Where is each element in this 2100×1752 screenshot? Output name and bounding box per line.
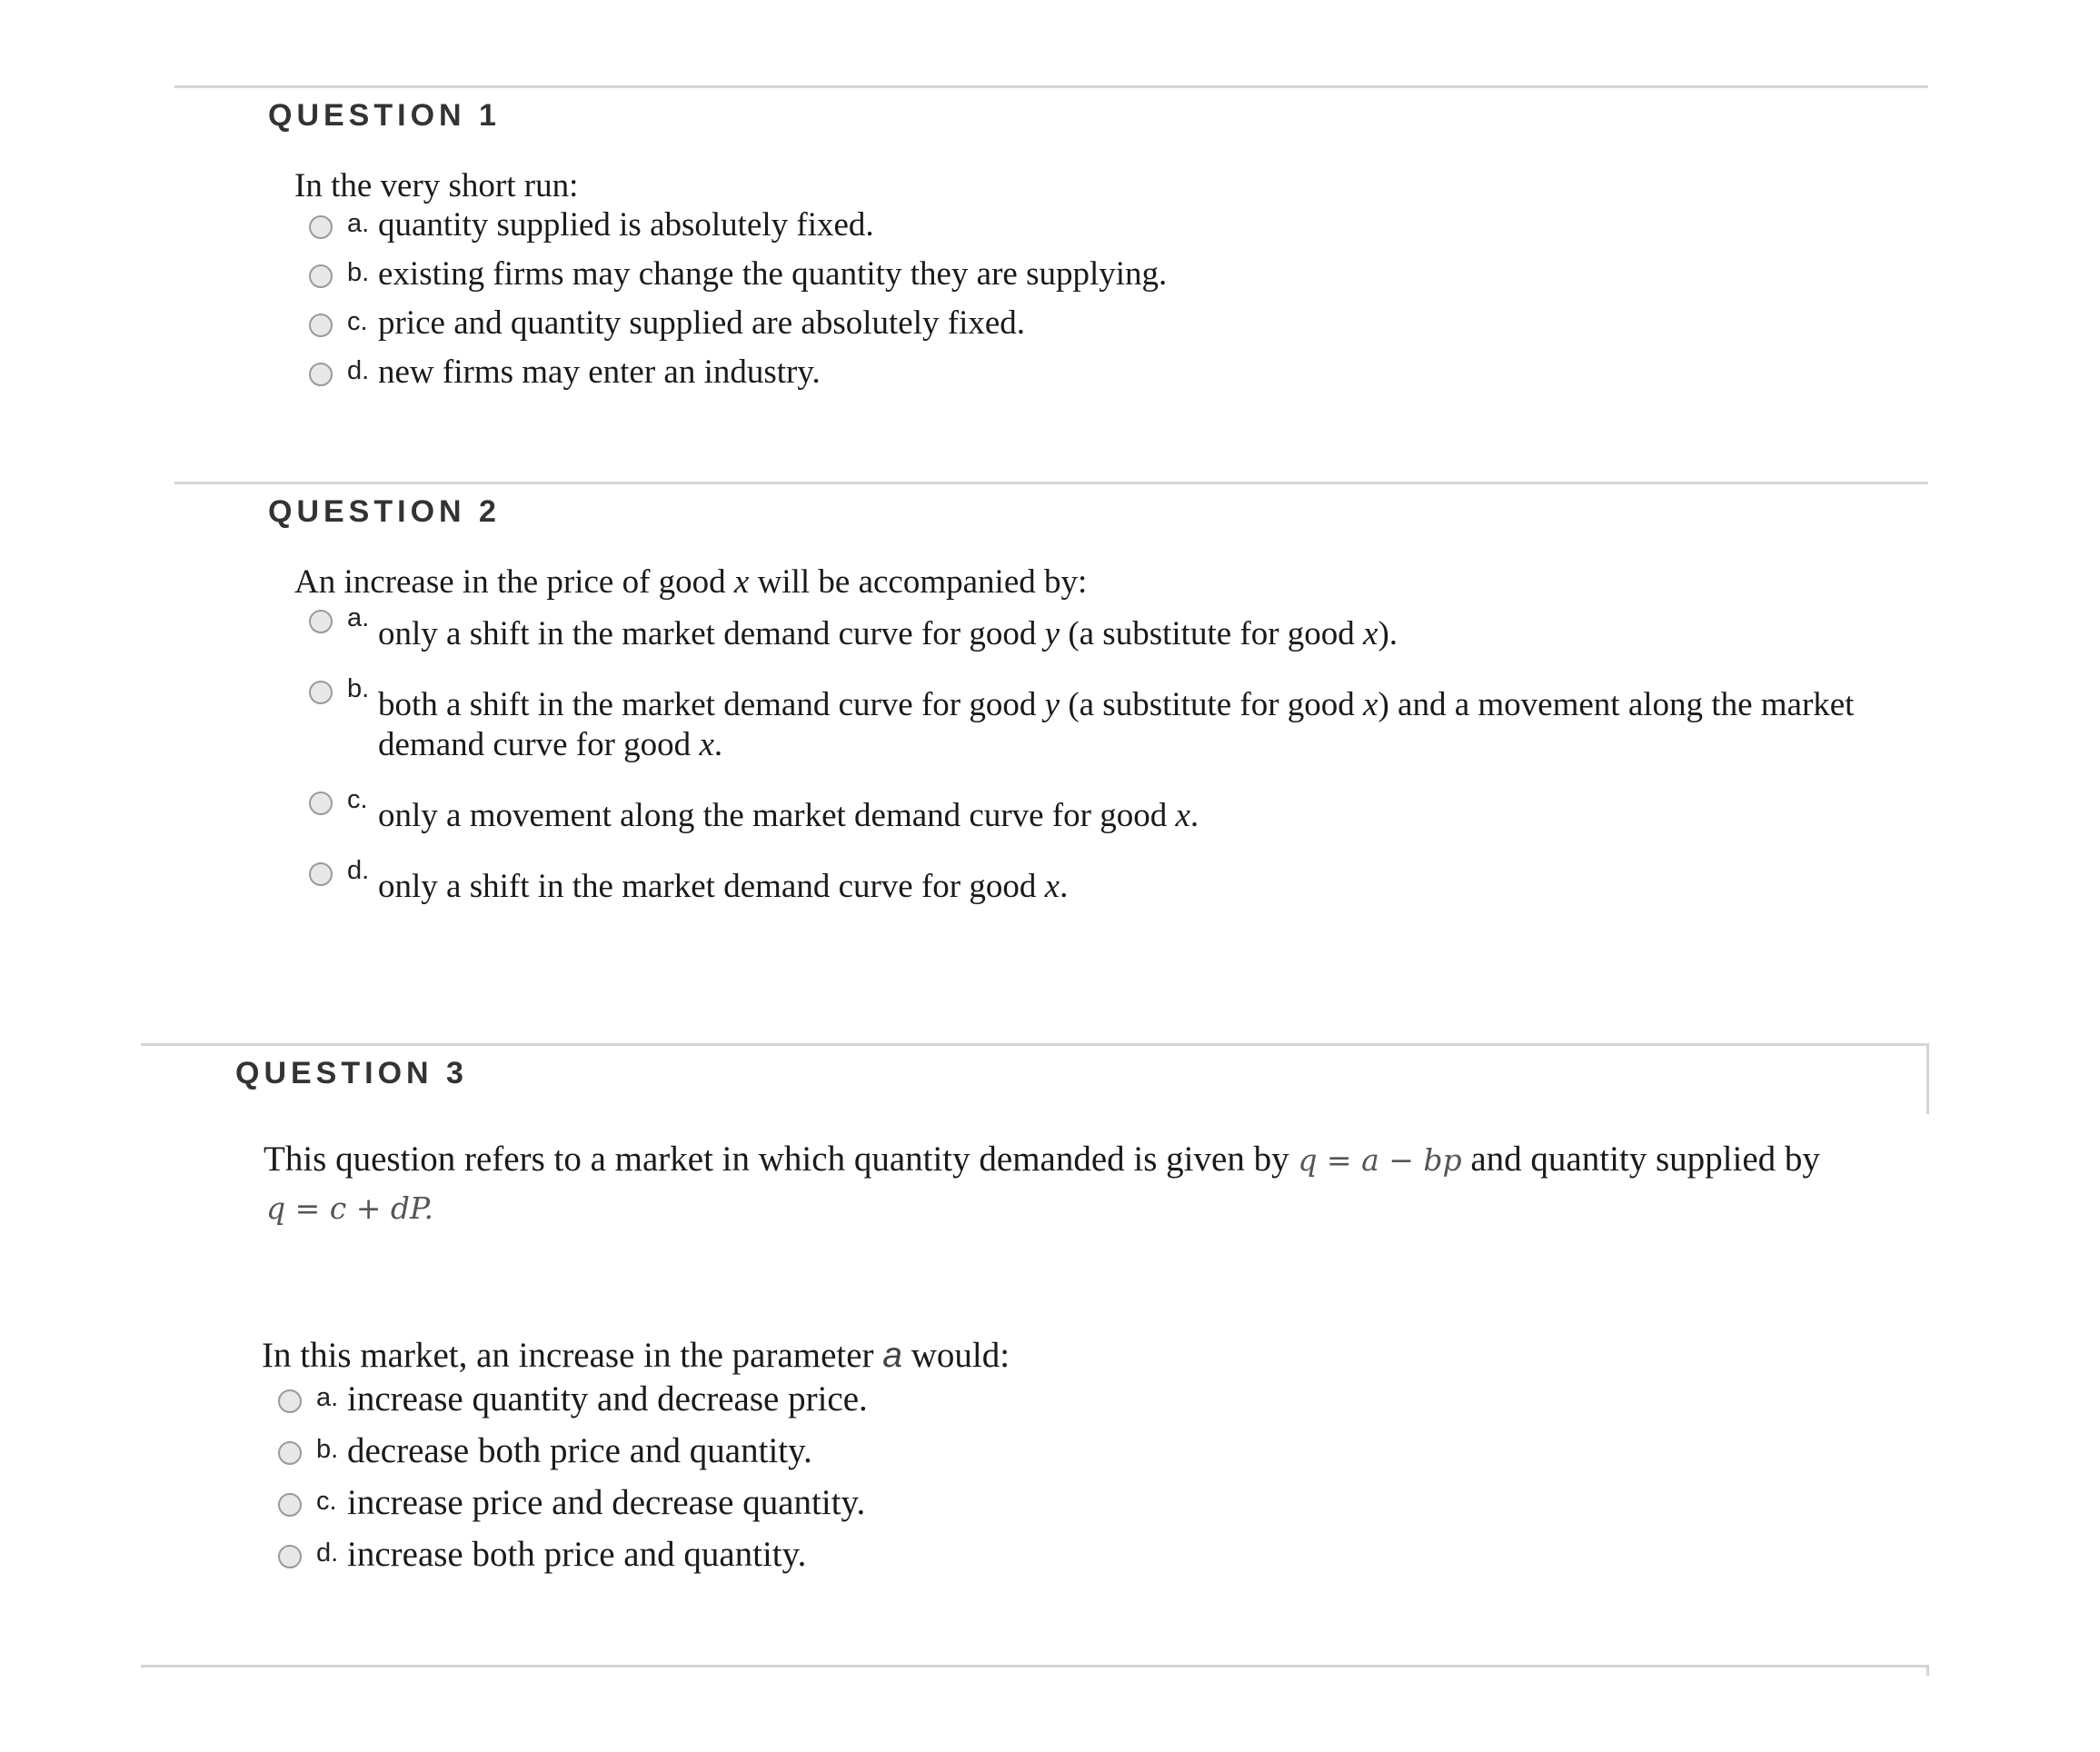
option-text: increase quantity and decrease price. <box>347 1379 868 1419</box>
separator <box>174 85 1928 88</box>
answer-option-d[interactable] <box>309 856 1854 905</box>
radio-button[interactable] <box>278 1389 302 1413</box>
answer-option-b[interactable] <box>278 1431 1187 1471</box>
radio-button[interactable] <box>309 862 333 886</box>
separator <box>1926 1043 1929 1114</box>
question-intro <box>264 1140 1820 1180</box>
option-letter: c. <box>347 785 368 814</box>
separator <box>1926 1665 1929 1676</box>
answer-option-a[interactable] <box>278 1379 1187 1419</box>
option-text: only a shift in the market demand curve for good y (a substitute for good x). <box>378 615 1398 652</box>
radio-button[interactable] <box>309 610 333 633</box>
intro-text: and quantity supplied by <box>1470 1140 1820 1179</box>
prompt-text: will be accompanied by: <box>757 563 1088 601</box>
answer-option-a[interactable] <box>309 205 1218 245</box>
parameter: a <box>882 1336 902 1375</box>
question-heading: QUESTION 2 <box>268 494 501 529</box>
punctuation: . <box>423 1190 434 1226</box>
question-heading: QUESTION 1 <box>268 98 501 133</box>
option-text: new firms may enter an industry. <box>378 353 821 391</box>
intro-text: This question refers to a market in which quantity demanded is given by <box>264 1140 1289 1179</box>
variable: x <box>733 563 750 601</box>
option-text: existing firms may change the quantity they are supplying. <box>378 255 1168 293</box>
answer-option-d[interactable] <box>278 1535 1187 1575</box>
radio-button[interactable] <box>309 681 333 704</box>
option-letter: a. <box>316 1383 339 1412</box>
radio-button[interactable] <box>309 314 333 337</box>
radio-button[interactable] <box>309 791 333 815</box>
answer-option-c[interactable] <box>309 304 1218 343</box>
question-prompt: In the very short run: <box>294 167 579 204</box>
option-letter: b. <box>347 674 370 703</box>
separator <box>141 1043 1929 1046</box>
radio-button[interactable] <box>309 363 333 386</box>
option-text: increase price and decrease quantity. <box>347 1483 866 1522</box>
option-letter: b. <box>316 1435 339 1464</box>
supply-equation: q = c + dP <box>266 1190 424 1226</box>
prompt-text: would: <box>911 1336 1010 1375</box>
option-text: both a shift in the market demand curve for good y (a substitute for good x) and a movement along the market <box>378 686 1855 723</box>
answer-option-b[interactable] <box>309 674 1855 763</box>
prompt-text: An increase in the price of good <box>294 563 726 601</box>
option-letter: c. <box>316 1487 337 1516</box>
option-letter: c. <box>347 307 368 336</box>
option-letter: d. <box>347 856 370 885</box>
option-letter: d. <box>316 1538 339 1568</box>
answer-option-c[interactable] <box>278 1483 1187 1523</box>
demand-equation: q = a − bp <box>1298 1142 1462 1178</box>
question-intro-line-2 <box>266 1189 433 1229</box>
option-text-line-2: demand curve for good x. <box>378 726 723 763</box>
question-heading: QUESTION 3 <box>235 1056 468 1090</box>
radio-button[interactable] <box>278 1441 302 1465</box>
answer-option-b[interactable] <box>309 254 1218 294</box>
prompt-text: In this market, an increase in the parameter <box>262 1336 874 1375</box>
answer-option-a[interactable] <box>309 603 1854 652</box>
radio-button[interactable] <box>309 215 333 239</box>
option-letter: a. <box>347 603 370 632</box>
radio-button[interactable] <box>278 1493 302 1517</box>
option-letter: b. <box>347 258 370 287</box>
option-text: decrease both price and quantity. <box>347 1431 812 1470</box>
option-text: quantity supplied is absolutely fixed. <box>378 206 874 244</box>
option-text: only a shift in the market demand curve for good x. <box>378 868 1069 905</box>
separator <box>141 1665 1929 1667</box>
answer-option-d[interactable] <box>309 353 1218 393</box>
option-text: price and quantity supplied are absolutely fixed. <box>378 304 1026 342</box>
option-letter: a. <box>347 209 370 238</box>
option-text: only a movement along the market demand curve for good x. <box>378 797 1199 834</box>
answer-option-c[interactable] <box>309 785 1854 834</box>
radio-button[interactable] <box>309 264 333 288</box>
option-text: increase both price and quantity. <box>347 1535 807 1574</box>
question-prompt <box>294 562 1087 602</box>
question-prompt <box>262 1336 1010 1376</box>
radio-button[interactable] <box>278 1545 302 1568</box>
separator <box>174 482 1928 484</box>
option-letter: d. <box>347 356 370 385</box>
